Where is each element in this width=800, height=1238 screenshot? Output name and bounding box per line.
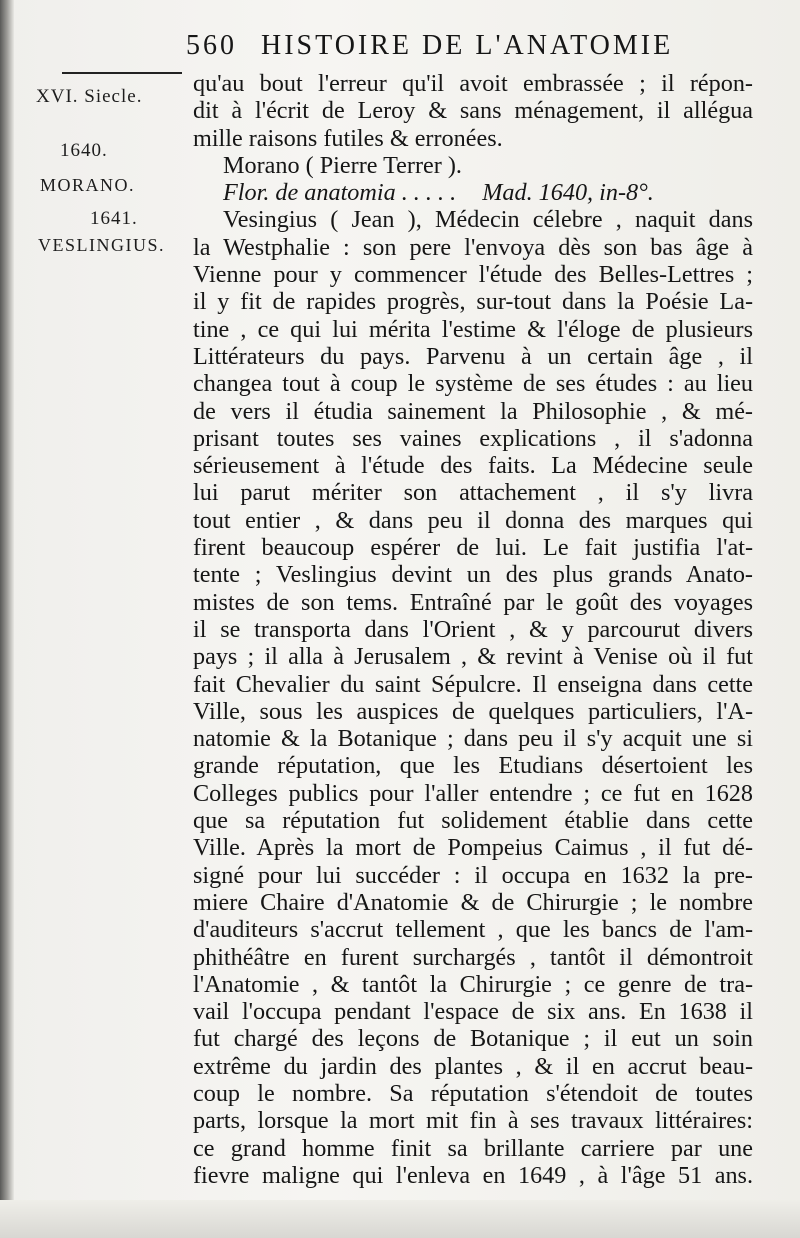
entry-heading-morano: Morano ( Pierre Terrer ). <box>223 151 462 179</box>
text-line: il se transporta dans l'Orient , & y parcourut divers <box>193 615 753 643</box>
text-line: mistes de son tems. Entraîné par le goût des voyages <box>193 588 753 616</box>
text-line: Vesingius ( Jean ), Médecin célebre , naquit dans <box>223 206 753 234</box>
text-line: coup le nombre. Sa réputation s'étendoit de toutes <box>193 1079 753 1107</box>
text-line: Vienne pour y commencer l'étude des Belles-Lettres ; <box>193 261 753 289</box>
page-number: 560 <box>186 30 237 61</box>
text-line: ce grand homme finit sa brillante carriere par une <box>193 1134 753 1162</box>
margin-note-year-1641: 1641. <box>90 208 138 229</box>
text-line: prisant toutes ses vaines explications , il s'adonna <box>193 424 753 452</box>
text-line: fut chargé des leçons de Botanique ; il eut un soin <box>193 1025 753 1053</box>
margin-note-veslingius: VESLINGIUS. <box>38 235 165 255</box>
text-line: de vers il étudia sainement la Philosophie , & mé- <box>193 397 753 425</box>
page-binding-shadow <box>0 0 14 1238</box>
text-line: qu'au bout l'erreur qu'il avoit embrassée ; il répon- <box>193 70 753 97</box>
text-line: Littérateurs du pays. Parvenu à un certain âge , il <box>193 342 753 370</box>
text-line: la Westphalie : son pere l'envoya dès son bas âge à <box>193 233 753 261</box>
bibliographic-entry <box>193 179 753 206</box>
text-line: tine , ce qui lui mérita l'estime & l'éloge de plusieurs <box>193 315 753 343</box>
text-line: fait Chevalier du saint Sépulcre. Il enseigna dans cette <box>193 670 753 698</box>
text-line: parts, lorsque la mort mit fin à ses travaux littéraires: <box>193 1107 753 1135</box>
text-line: que sa réputation fut solidement établie dans cette <box>193 807 753 835</box>
text-line: extrême du jardin des plantes , & il en accrut beau- <box>193 1052 753 1080</box>
text-line: l'Anatomie , & tantôt la Chirurgie ; ce genre de tra- <box>193 970 753 998</box>
text-line: phithéâtre en furent surchargés , tantôt il démontroit <box>193 943 753 971</box>
text-line: vail l'occupa pendant l'espace de six ans. En 1638 il <box>193 998 753 1026</box>
text-line: grande réputation, que les Etudians désertoient les <box>193 752 753 780</box>
page-bottom-shadow <box>0 1200 800 1238</box>
text-line: firent beaucoup espérer de lui. Le fait justifia l'at- <box>193 534 753 562</box>
header-rule <box>62 72 182 74</box>
text-line: pays ; il alla à Jerusalem , & revint à Venise où il fut <box>193 643 753 671</box>
text-line: Ville, sous les auspices de quelques particuliers, l'A- <box>193 697 753 725</box>
text-line: miere Chaire d'Anatomie & de Chirurgie ; le nombre <box>193 888 753 916</box>
text-line: lui parut mériter son attachement , il s'y livra <box>193 479 753 507</box>
margin-note-morano: MORANO. <box>40 175 136 195</box>
text-line: changea tout à coup le système de ses études : au lieu <box>193 370 753 398</box>
text-line: signé pour lui succéder : il occupa en 1632 la pre- <box>193 861 753 889</box>
text-line: dit à l'écrit de Leroy & sans ménagement, il allégua <box>193 97 753 125</box>
running-title: HISTOIRE DE L'ANATOMIE <box>261 30 674 61</box>
text-line: tente ; Veslingius devint un des plus grands Anato- <box>193 561 753 589</box>
text-line: natomie & la Botanique ; dans peu il s'y acquit une si <box>193 725 753 753</box>
text-line: tout entier , & dans peu il donna des marques qui <box>193 506 753 534</box>
text-line: d'auditeurs s'accrut tellement , que les bancs de l'am- <box>193 916 753 944</box>
text-line: Colleges publics pour l'aller entendre ; ce fut en 1628 <box>193 779 753 807</box>
bibliographic-title: Flor. de anatomia . . . . . <box>223 179 457 207</box>
margin-note-year-1640: 1640. <box>60 140 108 161</box>
text-line: il y fit de rapides progrès, sur-tout dans la Poésie La- <box>193 288 753 316</box>
bibliographic-imprint: Mad. 1640, in-8°. <box>482 179 654 207</box>
margin-note-century: XVI. Siecle. <box>36 86 143 107</box>
text-line: mille raisons futiles & erronées. <box>193 124 503 152</box>
text-line: fievre maligne qui l'enleva en 1649 , à l'âge 51 ans. <box>193 1161 753 1189</box>
running-header <box>186 30 786 62</box>
text-line: sérieusement à l'étude des faits. La Médecine seule <box>193 452 753 480</box>
body-text <box>193 70 753 1189</box>
text-line: Ville. Après la mort de Pompeius Caimus , il fut dé- <box>193 834 753 862</box>
